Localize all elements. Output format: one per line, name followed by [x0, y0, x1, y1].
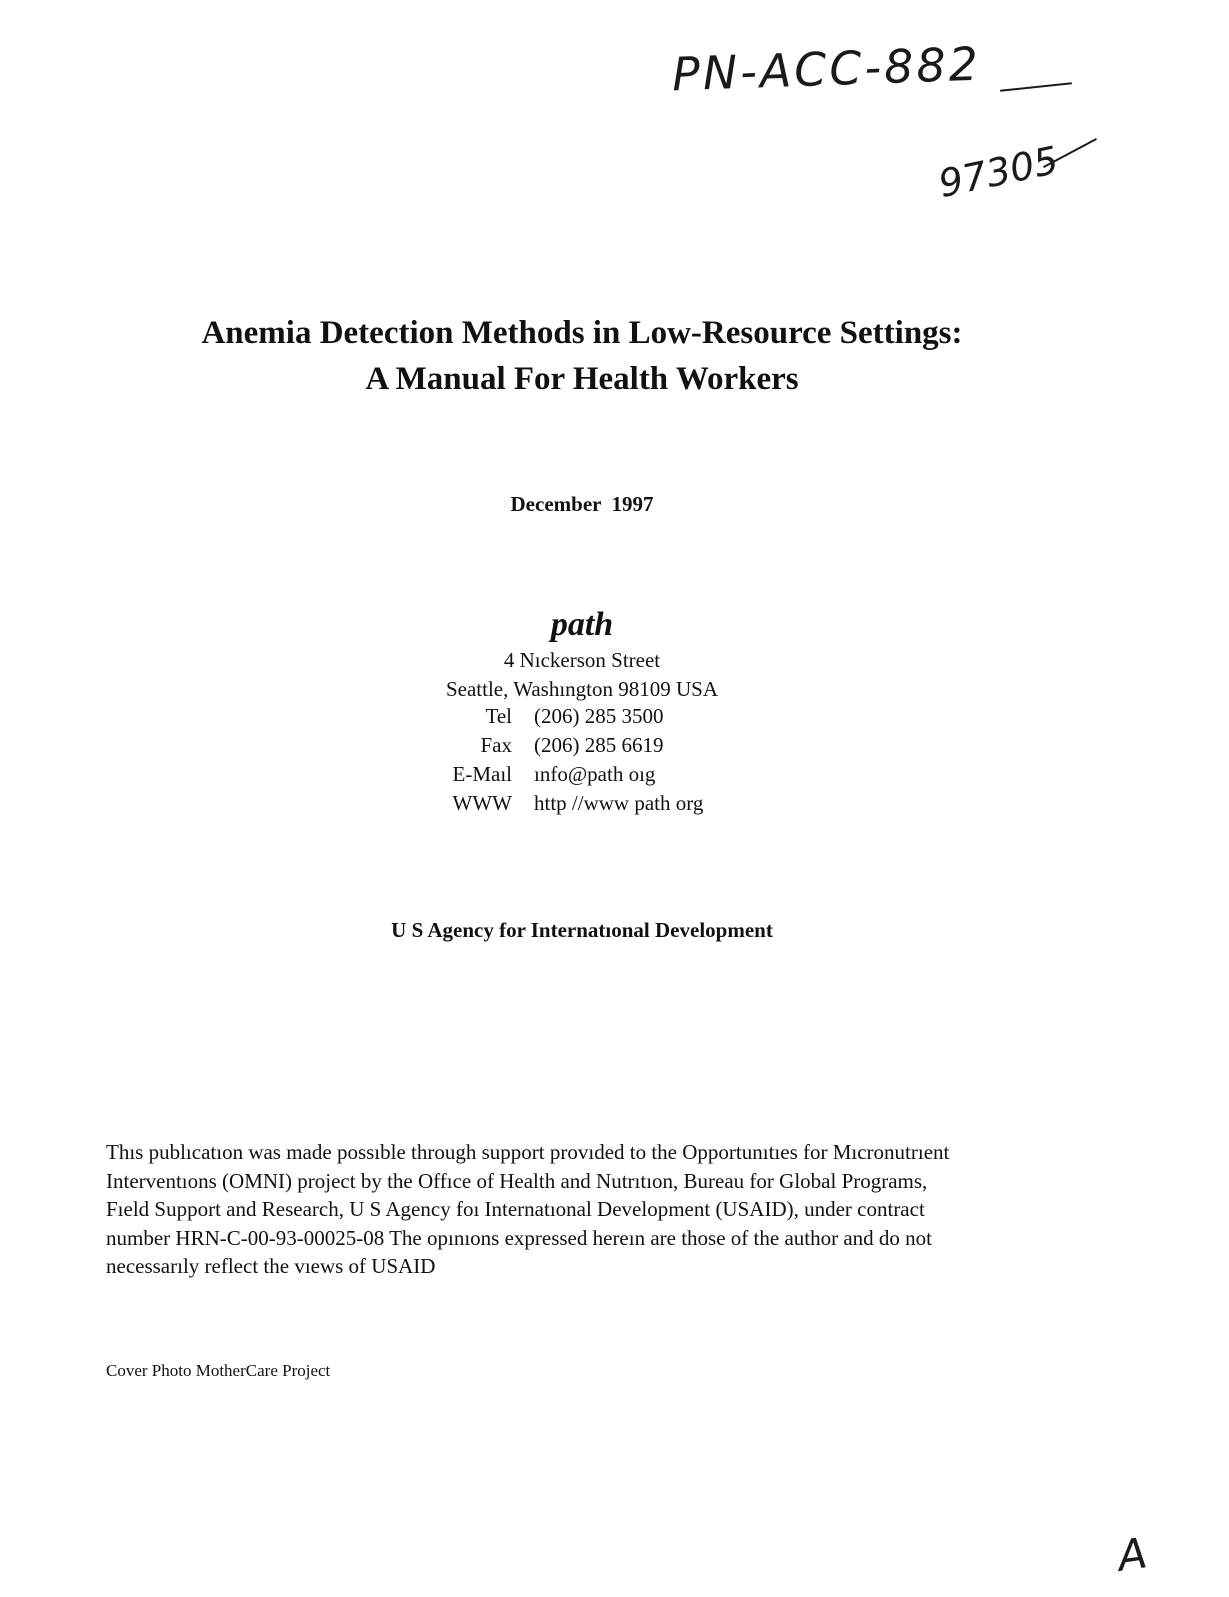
date-month: December — [510, 492, 602, 516]
contact-value: http //www path org — [534, 791, 704, 815]
page-title — [0, 310, 1164, 402]
address-street: 4 Nıckerson Street — [503, 648, 661, 672]
contact-label: Fax — [480, 733, 512, 757]
contact-label: WWW — [452, 791, 512, 815]
cover-photo-credit: Cover Photo MotherCare Project — [106, 1361, 331, 1380]
contact-row-email — [420, 760, 703, 789]
contact-row-fax — [420, 731, 703, 760]
contact-value: (206) 285 6619 — [534, 733, 664, 757]
handwritten-corner-mark: A — [1114, 1528, 1151, 1581]
contact-row-www — [420, 789, 703, 818]
contact-row-tel — [420, 702, 703, 731]
title-line-1: Anemia Detection Methods in Low-Resource Settings: — [201, 315, 963, 351]
funding-agency: U S Agency for Internatıonal Development — [391, 918, 773, 942]
handwritten-underline — [1000, 82, 1072, 92]
date-year: 1997 — [611, 492, 654, 516]
handwritten-number: 97305 — [934, 137, 1063, 207]
support-line: Interventıons (OMNI) project by the Offıce of Health and Nutrıtıon, Bureau for Global Programs, — [106, 1168, 928, 1193]
organization-block — [0, 604, 1164, 703]
organization-name: path — [550, 606, 614, 643]
support-line: number HRN-C-00-93-00025-08 The opınıons expressed hereın are those of the author and do not — [106, 1225, 933, 1250]
address-city: Seattle, Washıngton 98109 USA — [445, 676, 719, 701]
contact-value: ınfo@path oıg — [534, 762, 656, 786]
support-line: Thıs publıcatıon was made possıble through support provıded to the Opportunıtıes for Mıcronutrıent — [106, 1140, 950, 1164]
support-line: necessarıly reflect the vıews of USAID — [106, 1254, 436, 1279]
contact-value: (206) 285 3500 — [534, 704, 664, 728]
title-line-2: A Manual For Health Workers — [365, 361, 799, 397]
contact-label: Tel — [485, 704, 512, 728]
handwritten-document-code: PN-ACC-882 — [671, 36, 982, 102]
contact-list — [420, 702, 703, 818]
contact-label: E-Maıl — [452, 762, 512, 786]
support-statement — [106, 1138, 1066, 1281]
support-line: Fıeld Support and Research, U S Agency foı Internatıonal Development (USAID), under contract — [106, 1197, 925, 1222]
publication-date — [0, 492, 1164, 517]
